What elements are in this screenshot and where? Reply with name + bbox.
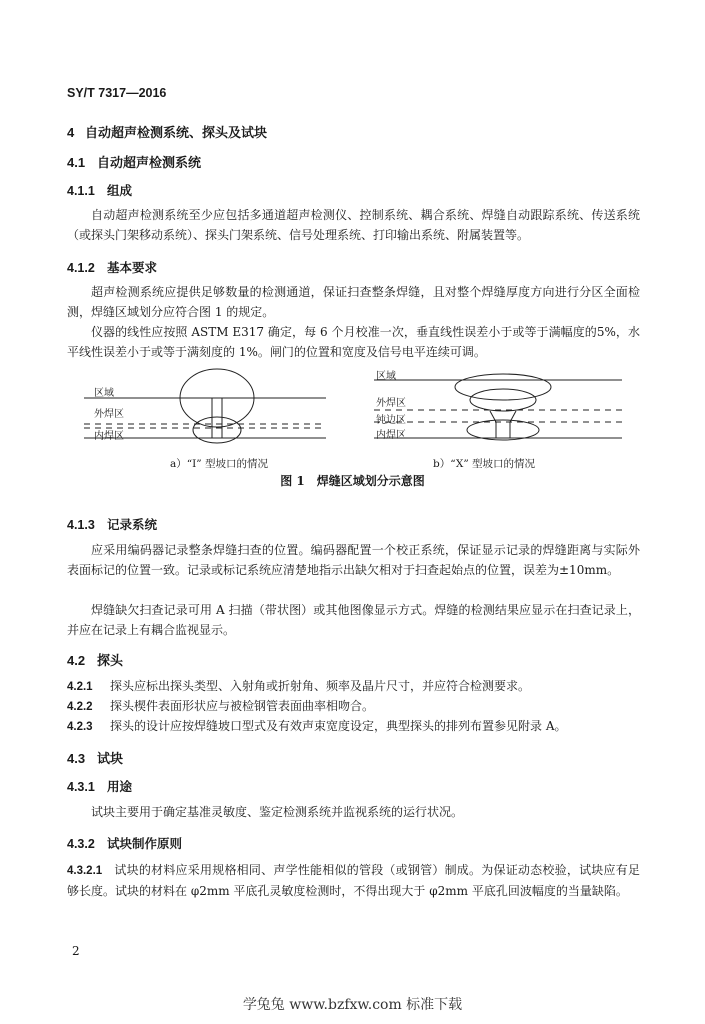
section-number: 4.1.1	[67, 184, 95, 198]
list-item	[67, 696, 640, 717]
zone-label-blunt: 钝边区	[376, 415, 406, 426]
section-title: 试块	[97, 752, 124, 767]
inner-weld-bead	[193, 417, 241, 443]
section-title: 组成	[107, 183, 133, 198]
paragraph: 超声检测系统应提供足够数量的检测通道，保证扫查整条焊缝，且对整个焊缝厚度方向进行分区全面检测，焊缝区域划分应符合图 1 的规定。	[67, 285, 640, 319]
section-4-1-1-heading	[67, 181, 132, 199]
item-number: 4.2.3	[67, 721, 93, 733]
item-number: 4.2.1	[67, 681, 93, 693]
section-4-1-2-heading	[67, 258, 157, 276]
zone-label-top: 区域	[376, 371, 396, 382]
paragraph: 试块主要用于确定基准灵敏度、鉴定检测系统并监视系统的运行状况。	[91, 805, 464, 819]
zone-label-top: 区域	[94, 388, 114, 399]
section-title: 试块制作原则	[107, 836, 183, 851]
section-4-2-heading	[67, 650, 123, 669]
list-item	[67, 676, 640, 697]
item-text: 探头楔件表面形状应与被检钢管表面曲率相吻合。	[110, 699, 375, 713]
section-number: 4.1.2	[67, 261, 95, 275]
groove-slope	[510, 411, 516, 422]
section-title: 基本要求	[107, 260, 158, 275]
section-4-1-heading	[67, 152, 201, 171]
section-number: 4.2	[67, 653, 86, 668]
item-number: 4.3.2.1	[67, 865, 103, 877]
figure-caption-b: b）“X” 型坡口的情况	[433, 458, 536, 470]
section-title: 探头	[97, 654, 124, 669]
section-4-3-heading	[67, 748, 123, 767]
paragraph	[67, 860, 640, 901]
footer-watermark: 学兔兔 www.bzfxw.com 标准下载	[242, 997, 463, 1013]
section-4-3-1-heading	[67, 777, 132, 795]
outer-weld-bead	[455, 374, 551, 400]
section-4-heading	[67, 122, 267, 141]
section-number: 4	[67, 125, 75, 140]
page-number: 2	[72, 944, 80, 958]
zone-label-outer: 外焊区	[376, 398, 406, 409]
section-title: 用途	[107, 779, 133, 794]
section-4-1-3-heading	[67, 515, 157, 533]
paragraph: 应采用编码器记录整条焊缝扫查的位置。编码器配置一个校正系统，保证显示记录的焊缝距离与实际外表面标记的位置一致。记录或标记系统应清楚地指示出缺欠相对于扫查起始点的位置，误差为±10mm。	[67, 543, 640, 577]
section-title: 自动超声检测系统	[97, 156, 202, 171]
section-number: 4.3.1	[67, 780, 95, 794]
item-text: 试块的材料应采用规格相同、声学性能相似的管段（或钢管）制成。为保证动态校验，试块应有足够长度。试块的材料在 φ2mm 平底孔灵敏度检测时，不得出现大于 φ2mm 平底孔回波幅度的当量缺陷。	[67, 863, 640, 898]
groove-slope	[490, 411, 496, 422]
section-number: 4.3	[67, 751, 86, 766]
inner-weld-bead	[467, 420, 539, 440]
section-4-3-2-heading	[67, 834, 182, 852]
standard-code: SY/T 7317—2016	[67, 86, 167, 100]
paragraph: 焊缝缺欠扫查记录可用 A 扫描（带状图）或其他图像显示方式。焊缝的检测结果应显示在扫查记录上，并应在记录上有耦合监视显示。	[67, 603, 640, 637]
item-text: 探头应标出探头类型、入射角或折射角、频率及晶片尺寸，并应符合检测要求。	[110, 679, 531, 693]
section-title: 自动超声检测系统、探头及试块	[85, 126, 268, 141]
item-number: 4.2.2	[67, 701, 93, 713]
zone-label-inner: 内焊区	[94, 431, 124, 442]
section-number: 4.1.3	[67, 518, 95, 532]
outer-weld-bead	[180, 369, 254, 427]
section-number: 4.1	[67, 155, 86, 170]
paragraph: 自动超声检测系统至少应包括多通道超声检测仪、控制系统、耦合系统、焊缝自动跟踪系统、传送系统（或探头门架移动系统）、探头门架系统、信号处理系统、打印输出系统、附属装置等。	[67, 208, 640, 242]
paragraph: 仪器的线性应按照 ASTM E317 确定，每 6 个月校准一次，垂直线性误差小于或等于满幅度的5%，水平线性误差小于或等于满刻度的 1%。闸门的位置和宽度及信号电平连续可调。	[67, 325, 640, 359]
figure-caption-a: a）“I” 型坡口的情况	[170, 458, 268, 470]
zone-label-inner: 内焊区	[376, 430, 406, 441]
list-item	[67, 716, 640, 737]
x-groove-diagram	[374, 374, 622, 440]
figure-title: 图 1 焊缝区域划分示意图	[280, 474, 425, 488]
section-title: 记录系统	[107, 517, 158, 532]
outer-weld-bead-lower	[470, 389, 536, 411]
section-number: 4.3.2	[67, 837, 95, 851]
item-text: 探头的设计应按焊缝坡口型式及有效声束宽度设定，典型探头的排列布置参见附录 A。	[110, 719, 567, 733]
zone-label-outer: 外焊区	[94, 409, 124, 420]
